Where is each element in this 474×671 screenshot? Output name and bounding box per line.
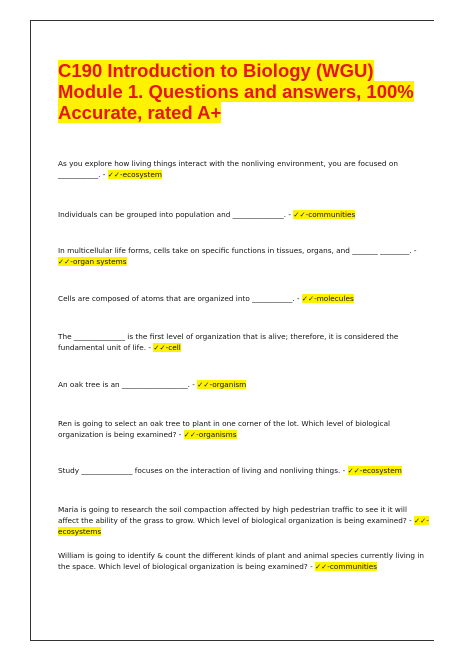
qa-item-7 <box>58 418 430 440</box>
answer-text: -organism <box>209 380 247 389</box>
question-text: In multicellular life forms, cells take on specific functions in tissues, organs, and _______ ________. - <box>58 246 417 255</box>
question-text: The ______________ is the first level of organization that is alive; therefore, it is considered the fundamental unit of life. - <box>58 332 399 352</box>
bottom-rule <box>30 640 434 641</box>
check-marks: ✓✓ <box>301 294 315 303</box>
qa-item-5 <box>58 331 430 353</box>
answer-highlight <box>153 343 180 352</box>
answer-highlight <box>197 380 246 389</box>
check-marks: ✓✓ <box>293 210 306 219</box>
answer-text: -cell <box>165 343 181 352</box>
check-marks: ✓✓ <box>183 430 196 439</box>
question-text: Maria is going to research the soil compaction affected by high pedestrian traffic to see it it will affect the ability of the grass to grow. Which level of biological organization is being examined? - <box>58 505 415 525</box>
answer-text: -ecosystems <box>58 516 429 536</box>
question-text: As you explore how living things interact with the nonliving environment, you are focused on ___________. - <box>58 159 398 179</box>
answer-highlight <box>58 257 127 266</box>
answer-text: -organisms <box>195 430 237 439</box>
qa-item-6 <box>58 379 430 390</box>
answer-text: -ecosystem <box>359 466 402 475</box>
answer-highlight <box>108 170 162 179</box>
answer-highlight <box>302 294 354 303</box>
answer-text: -ecosystem <box>119 170 162 179</box>
top-rule <box>30 20 434 21</box>
check-marks: ✓✓ <box>347 466 360 475</box>
answer-text: -organ systems <box>70 257 127 266</box>
question-text: Study ______________ focuses on the interaction of living and nonliving things. - <box>58 466 348 475</box>
check-marks: ✓✓ <box>107 170 120 179</box>
title-line-3: Accurate, rated A+ <box>58 102 222 123</box>
document-title <box>58 60 430 123</box>
qa-item-4 <box>58 293 430 304</box>
question-text: Individuals can be grouped into population and ______________. - <box>58 210 294 219</box>
question-text: Ren is going to select an oak tree to plant in one corner of the lot. Which level of biological organization is being examined? - <box>58 419 391 439</box>
qa-item-2 <box>58 209 430 220</box>
qa-item-3 <box>58 245 430 267</box>
answer-highlight <box>293 210 355 219</box>
answer-highlight <box>184 430 237 439</box>
qa-item-10 <box>58 550 430 572</box>
answer-highlight <box>348 466 402 475</box>
qa-item-1 <box>58 158 430 180</box>
title-line-2: Module 1. Questions and answers, 100% <box>58 81 414 102</box>
answer-text: -molecules <box>314 294 354 303</box>
answer-text: -communities <box>305 210 356 219</box>
question-text: An oak tree is an __________________. - <box>58 380 198 389</box>
qa-item-8 <box>58 465 430 476</box>
check-marks: ✓✓ <box>197 380 210 389</box>
check-marks: ✓✓ <box>315 562 328 571</box>
answer-text: -communities <box>327 562 378 571</box>
check-marks: ✓✓ <box>153 343 166 352</box>
check-marks: ✓✓ <box>58 257 71 266</box>
answer-highlight <box>315 562 377 571</box>
left-rule <box>30 20 31 640</box>
check-marks: ✓✓ <box>414 516 427 525</box>
title-line-1: C190 Introduction to Biology (WGU) <box>58 60 374 81</box>
question-text: Cells are composed of atoms that are organized into ___________. - <box>58 294 302 303</box>
question-text: William is going to identify & count the different kinds of plant and animal species currently living in the space. Which level of biological organization is being examined? - <box>58 551 425 571</box>
qa-item-9 <box>58 504 430 537</box>
